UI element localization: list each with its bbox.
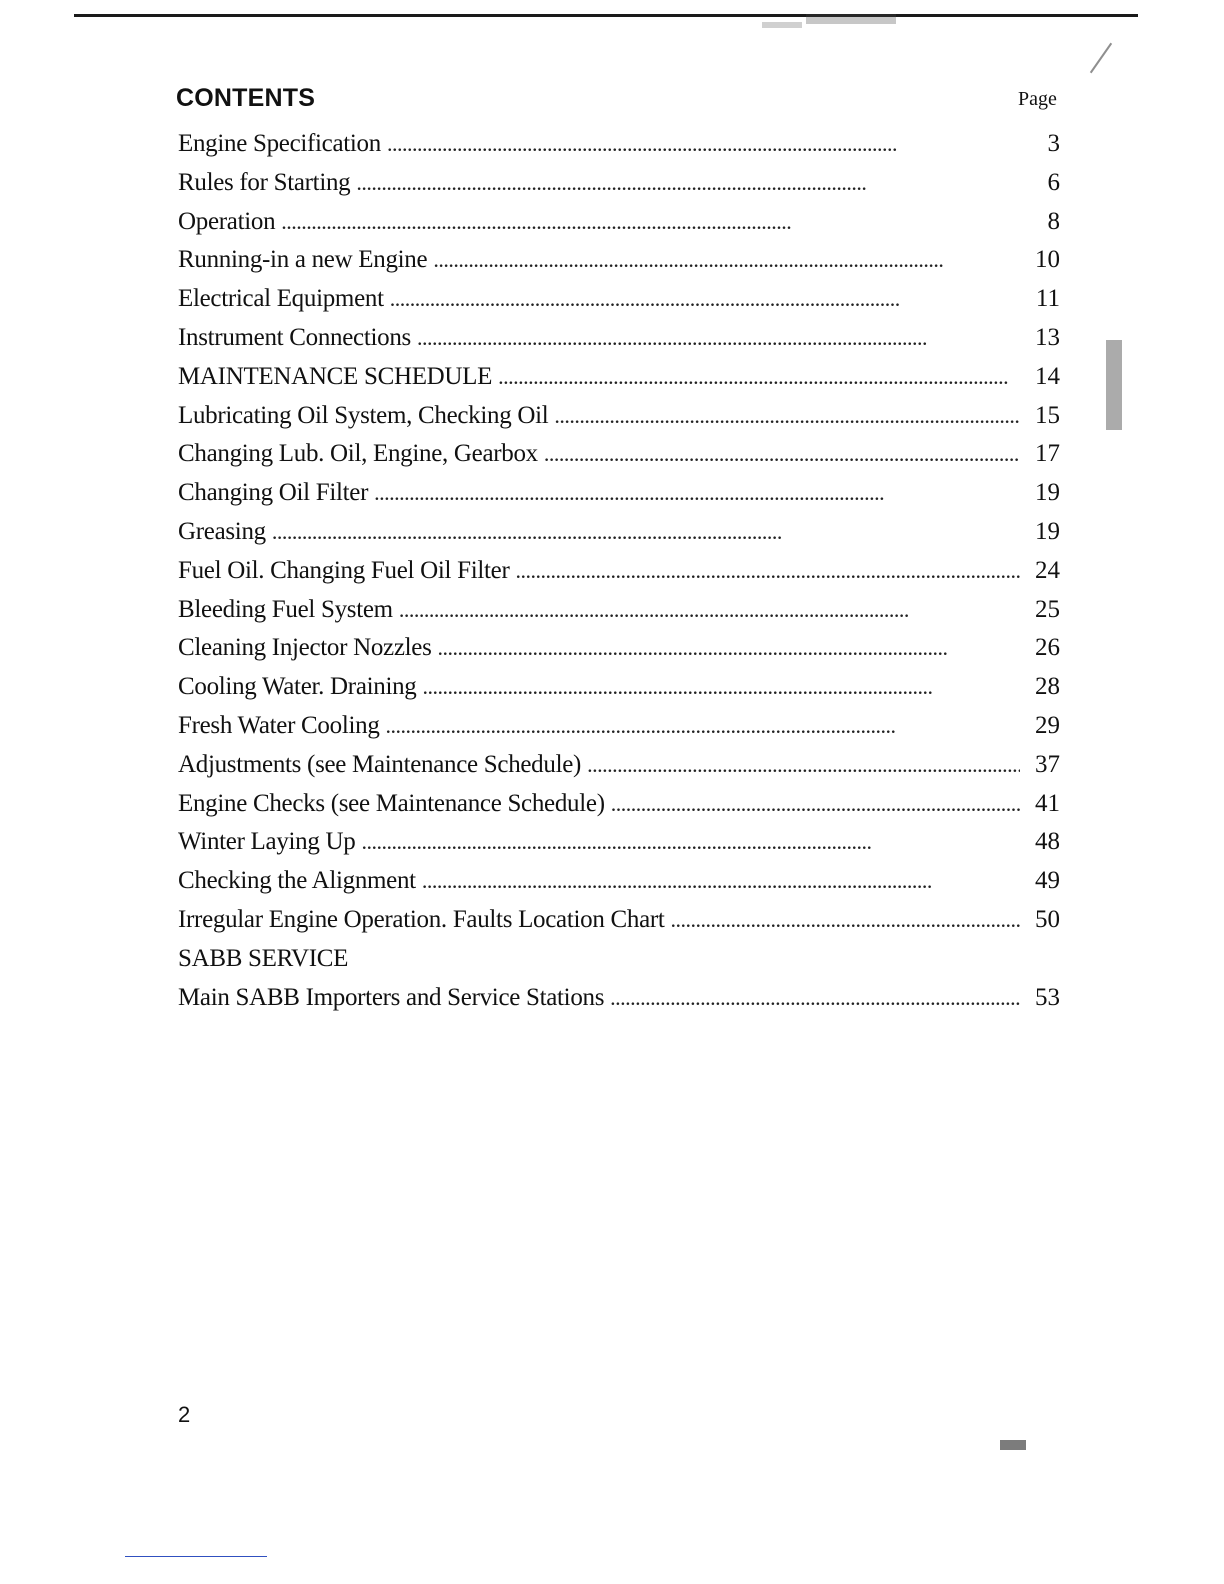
toc-entry [178,164,1060,203]
toc-entry-title: Instrument Connections [178,323,411,351]
dot-leader [554,397,1020,436]
toc-entry [178,862,1060,901]
toc-entry [178,397,1060,436]
toc-entry [178,785,1060,824]
toc-entry-title: Fresh Water Cooling [178,711,380,739]
toc-entry-page: 13 [1035,323,1060,351]
toc-entry [178,629,1060,668]
dot-leader [423,668,1020,707]
toc-entry-page: 26 [1035,634,1060,662]
dot-leader [610,979,1020,1018]
toc-entry-page: 29 [1035,711,1060,739]
toc-entry [178,513,1060,552]
page-title: CONTENTS [176,84,316,112]
dot-leader [281,203,1020,242]
toc-entry-page: 49 [1035,867,1060,895]
toc-section-heading [178,940,1060,979]
dot-leader [422,862,1020,901]
toc-entry-title: MAINTENANCE SCHEDULE [178,362,493,390]
toc-entry [178,979,1060,1018]
toc-entry-title: Bleeding Fuel System [178,595,393,623]
bottom-rule [125,1556,267,1557]
scan-smudge [1106,340,1122,430]
dot-leader [356,164,1020,203]
dot-leader [544,435,1020,474]
toc-entry-title: Main SABB Importers and Service Stations [178,983,605,1011]
toc-entry-page: 24 [1035,556,1060,584]
dot-leader [671,901,1020,940]
scan-smudge [1000,1440,1026,1450]
toc-entry-page: 25 [1035,595,1060,623]
dot-leader [374,474,1020,513]
toc-entry-page: 53 [1035,983,1060,1011]
scan-smudge [806,14,896,24]
toc-entry-page: 17 [1035,440,1060,468]
toc-entry-title: Cleaning Injector Nozzles [178,634,432,662]
dot-leader [587,746,1020,785]
toc-entry-title: SABB SERVICE [178,944,349,972]
toc-entry-title: Changing Lub. Oil, Engine, Gearbox [178,440,538,468]
toc-entry-title: Irregular Engine Operation. Faults Location Chart [178,905,665,933]
table-of-contents [178,125,1060,1017]
toc-entry-page: 3 [1047,130,1060,157]
toc-entry-page: 14 [1035,362,1060,390]
page-number: 2 [178,1402,191,1427]
toc-entry [178,901,1060,940]
toc-entry-title: Electrical Equipment [178,285,384,313]
toc-entry-page: 6 [1047,168,1060,196]
top-rule [74,14,1138,17]
toc-entry-title: Winter Laying Up [178,828,356,856]
scan-smudge [762,22,802,28]
toc-entry-title: Adjustments (see Maintenance Schedule) [178,750,582,778]
toc-entry-title: Greasing [178,517,266,545]
dot-leader [515,552,1020,591]
toc-entry-page: 19 [1035,479,1060,507]
toc-entry-page: 15 [1035,401,1060,429]
dot-leader [417,319,1020,358]
toc-entry-page: 28 [1035,673,1060,701]
toc-entry [178,823,1060,862]
toc-entry [178,474,1060,513]
toc-entry-page: 37 [1035,750,1060,778]
dot-leader [386,707,1020,746]
toc-entry-title: Running-in a new Engine [178,246,428,274]
toc-entry [178,668,1060,707]
toc-entry-title: Engine Checks (see Maintenance Schedule) [178,789,605,817]
toc-entry-title: Operation [178,207,276,235]
toc-entry-page: 50 [1035,905,1060,933]
dot-leader [498,358,1020,397]
page-column-label: Page [1018,88,1057,110]
toc-entry [178,319,1060,358]
dot-leader [390,280,1020,319]
toc-entry-title: Checking the Alignment [178,867,416,895]
toc-entry [178,591,1060,630]
dot-leader [361,823,1020,862]
toc-entry-page: 48 [1035,828,1060,856]
toc-entry-title: Engine Specification [178,130,381,157]
toc-entry-page: 11 [1035,285,1060,313]
toc-entry-title: Cooling Water. Draining [178,673,417,701]
toc-entry [178,746,1060,785]
toc-entry [178,552,1060,591]
toc-entry-title: Rules for Starting [178,168,351,196]
dot-leader [433,241,1020,280]
toc-entry-page: 8 [1047,207,1060,235]
toc-entry-title: Fuel Oil. Changing Fuel Oil Filter [178,556,510,584]
dot-leader [272,513,1020,552]
toc-entry [178,125,1060,164]
toc-entry [178,707,1060,746]
toc-entry [178,241,1060,280]
toc-entry [178,435,1060,474]
dot-leader [611,785,1020,824]
toc-entry-title: Changing Oil Filter [178,479,369,507]
dot-leader [438,629,1020,668]
dot-leader [387,125,1020,164]
toc-entry [178,280,1060,319]
toc-entry-page: 10 [1035,246,1060,274]
toc-entry [178,203,1060,242]
toc-entry [178,358,1060,397]
scan-smudge [1090,43,1112,74]
toc-entry-page: 19 [1035,517,1060,545]
toc-entry-page: 41 [1035,789,1060,817]
dot-leader [399,591,1020,630]
toc-entry-title: Lubricating Oil System, Checking Oil [178,401,549,429]
